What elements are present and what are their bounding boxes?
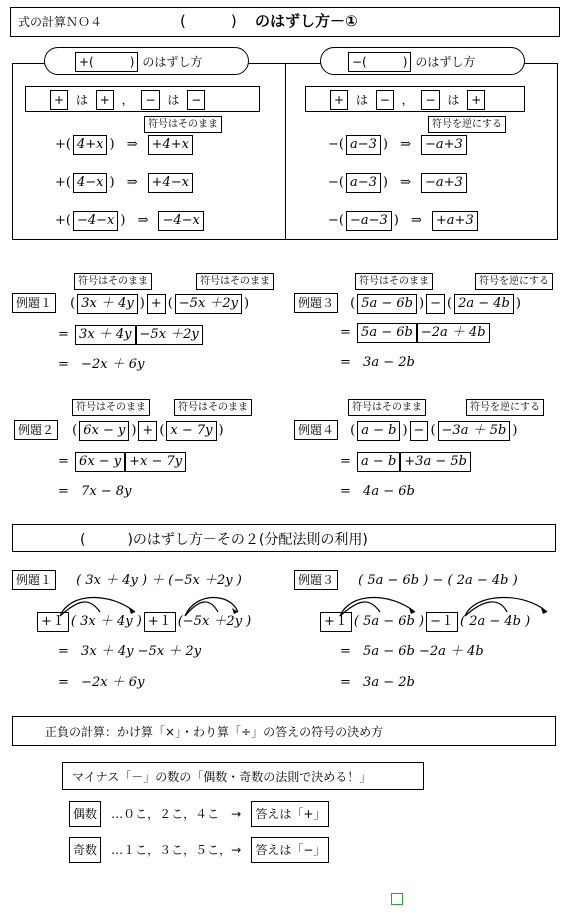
minus-row-1: −( a−3 ) ⇒ −a+3: [328, 135, 469, 155]
plus-rule: + は + ， − は −: [50, 90, 205, 110]
s2-ex3-line: 例題３ ( 5a − 6b ) − ( 2a − 4b ): [292, 570, 518, 591]
minus-rule: + は − ， − は +: [330, 90, 485, 110]
ex1-tag1: 符号はそのまま: [74, 273, 152, 290]
plus-row-1: +( 4+x ) ⇒ +4+x: [55, 135, 195, 155]
even-row: 偶数 …０こ，２こ，４こ → 答えは「+」: [67, 801, 331, 827]
sign-rule-title: 正負の計算：かけ算「×」・わり算「÷」の答えの符号の決め方: [45, 725, 384, 739]
ex1-answer: = −2x ＋ 6y: [58, 357, 145, 372]
odd-row: 奇数 …１こ，３こ，５こ，→ 答えは「−」: [67, 837, 331, 863]
s2-ex3-step1: = 5a − 6b −2a ＋ 4b: [340, 644, 484, 659]
ex2-answer: = 7x − 8y: [58, 484, 132, 499]
ex3-step1: = 5a − 6b −2a ＋ 4b: [340, 323, 492, 343]
panel-divider: [285, 63, 286, 240]
s2-ex1-step1: = 3x ＋ 4y −5x ＋ 2y: [58, 644, 202, 659]
ex1-tag2: 符号はそのまま: [196, 273, 274, 290]
ex3-answer: = 3a − 2b: [340, 355, 415, 370]
ex4-line: 例題４ ( a − b ) − ( −3a ＋ 5b ): [292, 420, 517, 441]
ex3-line: 例題３ ( 5a − 6b ) − ( 2a − 4b ): [292, 293, 521, 314]
s2-ex1-expand: +１ ( 3x ＋ 4y ) +１ (−5x ＋2y ): [35, 612, 251, 632]
ex2-line: 例題２ ( 6x − y ) + ( x − 7y ): [12, 420, 224, 441]
ex1-step1: = 3x ＋ 4y −5x ＋2y: [58, 325, 205, 345]
ex2-tag2: 符号はそのまま: [174, 399, 252, 416]
page-title: のはずし方－①: [255, 12, 358, 30]
plus-tag: 符号はそのまま: [144, 116, 222, 133]
sign-rule-banner: マイナス「－」の数の「偶数・奇数の法則で決める！」: [72, 770, 372, 784]
minus-tag: 符号を逆にする: [428, 116, 506, 133]
ex1-line: 例題１ ( 3x ＋ 4y ) + ( −5x ＋2y ): [10, 293, 249, 314]
minus-row-2: −( a−3 ) ⇒ −a+3: [328, 173, 469, 193]
ex4-answer: = 4a − 6b: [340, 484, 415, 499]
s2-ex3-expand: +１ ( 5a − 6b ) −１ ( 2a − 4b ): [318, 612, 530, 632]
ex4-tag2: 符号を逆にする: [466, 399, 544, 416]
minus-panel-header-box: −( ) のはずし方: [348, 52, 475, 72]
plus-row-3: +( −4−x ) ⇒ −4−x: [55, 211, 206, 231]
section2-title: ( )のはずし方－その２(分配法則の利用): [80, 532, 368, 548]
s2-ex3-answer: = 3a − 2b: [340, 675, 415, 690]
minus-row-3: −( −a−3 ) ⇒ +a+3: [328, 211, 480, 231]
plus-panel-header-box: +( ) のはずし方: [75, 52, 202, 72]
ex2-step1: = 6x − y +x − 7y: [58, 452, 188, 472]
ex3-tag2: 符号を逆にする: [475, 273, 553, 290]
page-title-number: 式の計算ＮＯ４: [18, 15, 103, 29]
plus-row-2: +( 4−x ) ⇒ +4−x: [55, 173, 195, 193]
s2-ex1-answer: = −2x ＋ 6y: [58, 675, 145, 690]
ex4-tag1: 符号はそのまま: [348, 399, 426, 416]
s2-ex1-line: 例題１ ( 3x ＋ 4y ) ＋ (−5x ＋2y ): [10, 570, 242, 591]
page-title-paren: ( ): [180, 12, 237, 30]
check-square-icon[interactable]: [391, 893, 403, 905]
ex3-tag1: 符号はそのまま: [355, 273, 433, 290]
ex4-step1: = a − b +3a − 5b: [340, 452, 473, 472]
ex2-tag1: 符号はそのまま: [72, 399, 150, 416]
